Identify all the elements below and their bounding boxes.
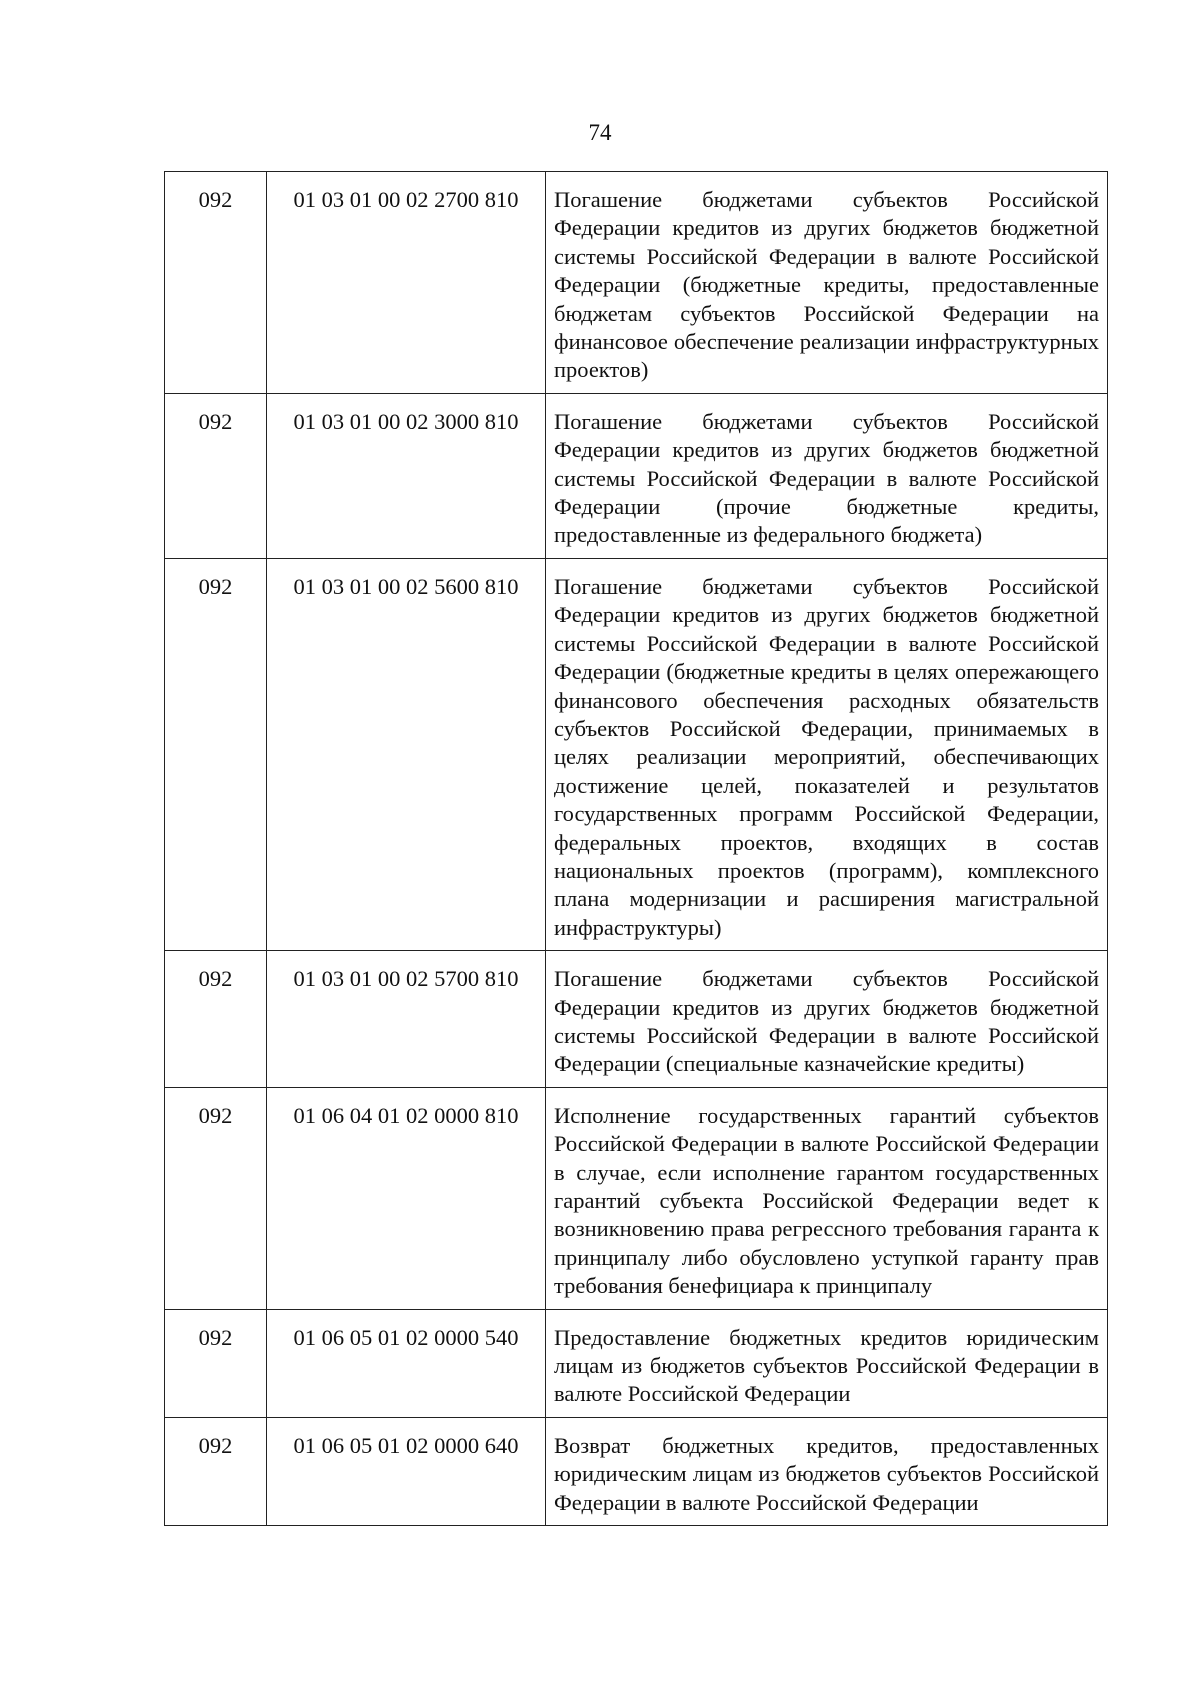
description-cell: Предоставление бюджетных кредитов юридическим лицам из бюджетов субъектов Российской Федерации в валюте Российской Федерации bbox=[546, 1309, 1108, 1417]
admin-code-cell: 092 bbox=[165, 1309, 267, 1417]
description-cell: Погашение бюджетами субъектов Российской Федерации кредитов из других бюджетов бюджетной системы Российской Федерации в валюте Российской Федерации (прочие бюджетные кредиты, предоставленные из федерального бюджета) bbox=[546, 393, 1108, 558]
budget-code-cell: 01 03 01 00 02 2700 810 bbox=[267, 172, 546, 394]
admin-code-cell: 092 bbox=[165, 558, 267, 950]
description-cell: Погашение бюджетами субъектов Российской Федерации кредитов из других бюджетов бюджетной системы Российской Федерации в валюте Российской Федерации (бюджетные кредиты в целях опережающего финансового обеспечения расходных обязательств субъектов Российской Федерации, принимаемых в целях реализации мероприятий, обеспечивающих достижение целей, показателей и результатов государственных программ Российской Федерации, федеральных проектов, входящих в состав национальных проектов (программ), комплексного плана модернизации и расширения магистральной инфраструктуры) bbox=[546, 558, 1108, 950]
description-cell: Погашение бюджетами субъектов Российской Федерации кредитов из других бюджетов бюджетной системы Российской Федерации в валюте Российской Федерации (специальные казначейские кредиты) bbox=[546, 951, 1108, 1088]
admin-code-cell: 092 bbox=[165, 1417, 267, 1525]
budget-code-cell: 01 06 04 01 02 0000 810 bbox=[267, 1087, 546, 1309]
table-row bbox=[165, 393, 1108, 558]
table-row bbox=[165, 172, 1108, 394]
admin-code-cell: 092 bbox=[165, 1087, 267, 1309]
admin-code-cell: 092 bbox=[165, 951, 267, 1088]
budget-code-cell: 01 03 01 00 02 3000 810 bbox=[267, 393, 546, 558]
table-row bbox=[165, 558, 1108, 950]
table-row bbox=[165, 1417, 1108, 1525]
budget-code-cell: 01 06 05 01 02 0000 540 bbox=[267, 1309, 546, 1417]
budget-classification-table bbox=[164, 171, 1108, 1526]
budget-code-cell: 01 03 01 00 02 5700 810 bbox=[267, 951, 546, 1088]
admin-code-cell: 092 bbox=[165, 172, 267, 394]
table-row bbox=[165, 1309, 1108, 1417]
admin-code-cell: 092 bbox=[165, 393, 267, 558]
page-number: 74 bbox=[588, 120, 612, 145]
description-cell: Погашение бюджетами субъектов Российской Федерации кредитов из других бюджетов бюджетной системы Российской Федерации в валюте Российской Федерации (бюджетные кредиты, предоставленные бюджетам субъектов Российской Федерации на финансовое обеспечение реализации инфраструктурных проектов) bbox=[546, 172, 1108, 394]
budget-code-cell: 01 06 05 01 02 0000 640 bbox=[267, 1417, 546, 1525]
budget-code-cell: 01 03 01 00 02 5600 810 bbox=[267, 558, 546, 950]
description-cell: Возврат бюджетных кредитов, предоставленных юридическим лицам из бюджетов субъектов Российской Федерации в валюте Российской Федерации bbox=[546, 1417, 1108, 1525]
description-cell: Исполнение государственных гарантий субъектов Российской Федерации в валюте Российской Федерации в случае, если исполнение гарантом государственных гарантий субъекта Российской Федерации ведет к возникновению права регрессного требования гаранта к принципалу либо обусловлено уступкой гаранту прав требования бенефициара к принципалу bbox=[546, 1087, 1108, 1309]
table-row bbox=[165, 951, 1108, 1088]
table-row bbox=[165, 1087, 1108, 1309]
